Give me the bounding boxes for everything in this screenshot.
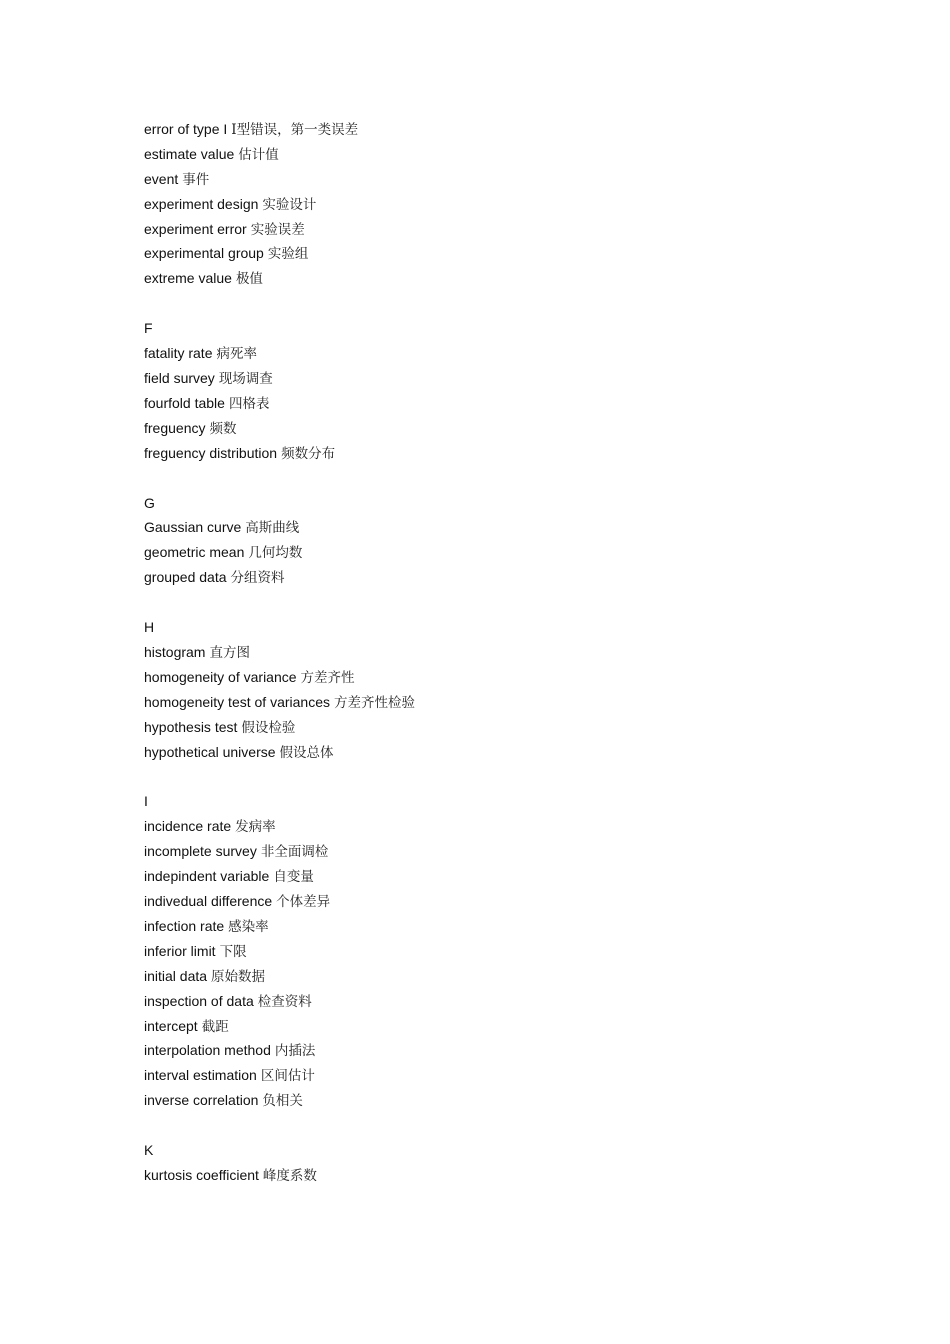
glossary-entry xyxy=(144,964,844,989)
glossary-entry xyxy=(144,142,844,167)
glossary-page xyxy=(144,117,844,1213)
entry-translation: 下限 xyxy=(219,943,247,960)
glossary-entry xyxy=(144,192,844,217)
entry-term: grouped data xyxy=(144,569,227,586)
entry-translation: 峰度系数 xyxy=(262,1167,317,1184)
entry-translation: 分组资料 xyxy=(230,570,285,587)
glossary-entry xyxy=(144,864,844,889)
entry-translation: 实验误差 xyxy=(250,221,305,238)
glossary-entry xyxy=(144,565,844,590)
entry-translation: 四格表 xyxy=(228,395,270,412)
entry-translation: 方差齐性检验 xyxy=(334,694,415,711)
glossary-entry xyxy=(144,540,844,565)
entry-translation: 高斯曲线 xyxy=(245,520,300,537)
glossary-entry xyxy=(144,217,844,242)
entry-term: freguency distribution xyxy=(144,444,278,461)
entry-term: experiment design xyxy=(144,195,259,212)
entry-term: extreme value xyxy=(144,270,232,287)
entry-translation: 实验组 xyxy=(267,246,309,263)
entry-term: indivedual difference xyxy=(144,893,273,910)
entry-translation: 负相关 xyxy=(262,1093,303,1110)
entry-term: fatality rate xyxy=(144,345,213,362)
glossary-entry xyxy=(144,715,844,740)
entry-term: kurtosis coefficient xyxy=(144,1166,259,1183)
entry-term: histogram xyxy=(144,644,206,661)
entry-translation: 事件 xyxy=(182,171,210,188)
glossary-entry xyxy=(144,989,844,1014)
entry-translation: 非全面调检 xyxy=(260,844,329,861)
entry-term: geometric mean xyxy=(144,544,245,561)
glossary-entry xyxy=(144,391,844,416)
glossary-entry xyxy=(144,1014,844,1039)
entry-term: event xyxy=(144,170,179,187)
glossary-entry xyxy=(144,241,844,266)
entry-translation: 极值 xyxy=(235,271,263,288)
section-letter-heading: F xyxy=(144,320,153,337)
glossary-section xyxy=(144,117,844,291)
glossary-section xyxy=(144,1138,844,1188)
entry-translation: 频数分布 xyxy=(281,445,336,462)
entry-term: freguency xyxy=(144,419,206,436)
entry-term: inverse correlation xyxy=(144,1092,259,1109)
entry-term: inspection of data xyxy=(144,992,254,1009)
glossary-section xyxy=(144,615,844,764)
glossary-entry xyxy=(144,740,844,765)
entry-term: hypothesis test xyxy=(144,718,238,735)
entry-term: interpolation method xyxy=(144,1042,271,1059)
glossary-entry xyxy=(144,640,844,665)
entry-translation: 个体差异 xyxy=(276,894,331,911)
glossary-section xyxy=(144,491,844,591)
glossary-entry xyxy=(144,814,844,839)
entry-translation: 截距 xyxy=(201,1018,229,1035)
entry-translation: 频数 xyxy=(209,420,237,437)
glossary-entry xyxy=(144,416,844,441)
glossary-section xyxy=(144,789,844,1113)
entry-translation: 区间估计 xyxy=(260,1068,315,1085)
entry-translation: 检查资料 xyxy=(257,993,312,1010)
entry-term: homogeneity test of variances xyxy=(144,693,330,710)
entry-term: infection rate xyxy=(144,917,225,934)
glossary-section xyxy=(144,316,844,465)
entry-translation: 内插法 xyxy=(274,1043,316,1060)
entry-translation: 原始数据 xyxy=(211,968,266,985)
glossary-entry xyxy=(144,515,844,540)
glossary-entry xyxy=(144,341,844,366)
section-letter-heading: K xyxy=(144,1142,154,1159)
glossary-entry xyxy=(144,266,844,291)
glossary-entry xyxy=(144,665,844,690)
glossary-entry xyxy=(144,1063,844,1088)
entry-translation: 病死率 xyxy=(216,346,257,363)
entry-term: inferior limit xyxy=(144,942,216,959)
entry-term: estimate value xyxy=(144,145,235,162)
entry-term: homogeneity of variance xyxy=(144,668,297,685)
entry-translation: 假设检验 xyxy=(241,719,296,736)
entry-term: incidence rate xyxy=(144,818,232,835)
glossary-entry xyxy=(144,939,844,964)
section-letter-heading: I xyxy=(144,793,148,810)
glossary-entry xyxy=(144,1163,844,1188)
entry-translation: 发病率 xyxy=(235,819,276,836)
section-letter-heading: G xyxy=(144,494,155,511)
glossary-entry xyxy=(144,167,844,192)
glossary-entry xyxy=(144,117,844,142)
entry-term: indepindent variable xyxy=(144,868,270,885)
glossary-entry xyxy=(144,839,844,864)
glossary-entry xyxy=(144,889,844,914)
entry-translation: 方差齐性 xyxy=(300,669,355,686)
entry-translation: 直方图 xyxy=(209,645,250,662)
entry-term: interval estimation xyxy=(144,1067,257,1084)
entry-term: experiment error xyxy=(144,220,247,237)
glossary-entry xyxy=(144,441,844,466)
glossary-entry xyxy=(144,690,844,715)
glossary-entry xyxy=(144,366,844,391)
entry-translation: 感染率 xyxy=(228,918,269,935)
section-letter-heading: H xyxy=(144,619,155,636)
entry-translation: 假设总体 xyxy=(279,744,334,761)
entry-translation: 自变量 xyxy=(273,869,314,886)
entry-term: Gaussian curve xyxy=(144,519,242,536)
entry-term: field survey xyxy=(144,370,215,387)
glossary-entry xyxy=(144,1038,844,1063)
entry-translation: 现场调查 xyxy=(218,371,273,388)
entry-translation: 几何均数 xyxy=(248,545,303,562)
entry-term: hypothetical universe xyxy=(144,743,276,760)
glossary-entry xyxy=(144,1088,844,1113)
entry-translation: Ⅰ型错误，第一类误差 xyxy=(231,122,359,138)
entry-translation: 估计值 xyxy=(238,146,279,163)
entry-term: experimental group xyxy=(144,245,264,262)
entry-term: fourfold table xyxy=(144,394,225,411)
entry-translation: 实验设计 xyxy=(262,196,317,213)
entry-term: initial data xyxy=(144,967,208,984)
entry-term: incomplete survey xyxy=(144,843,257,860)
entry-term: error of type I xyxy=(144,121,228,137)
entry-term: intercept xyxy=(144,1017,198,1034)
glossary-entry xyxy=(144,914,844,939)
